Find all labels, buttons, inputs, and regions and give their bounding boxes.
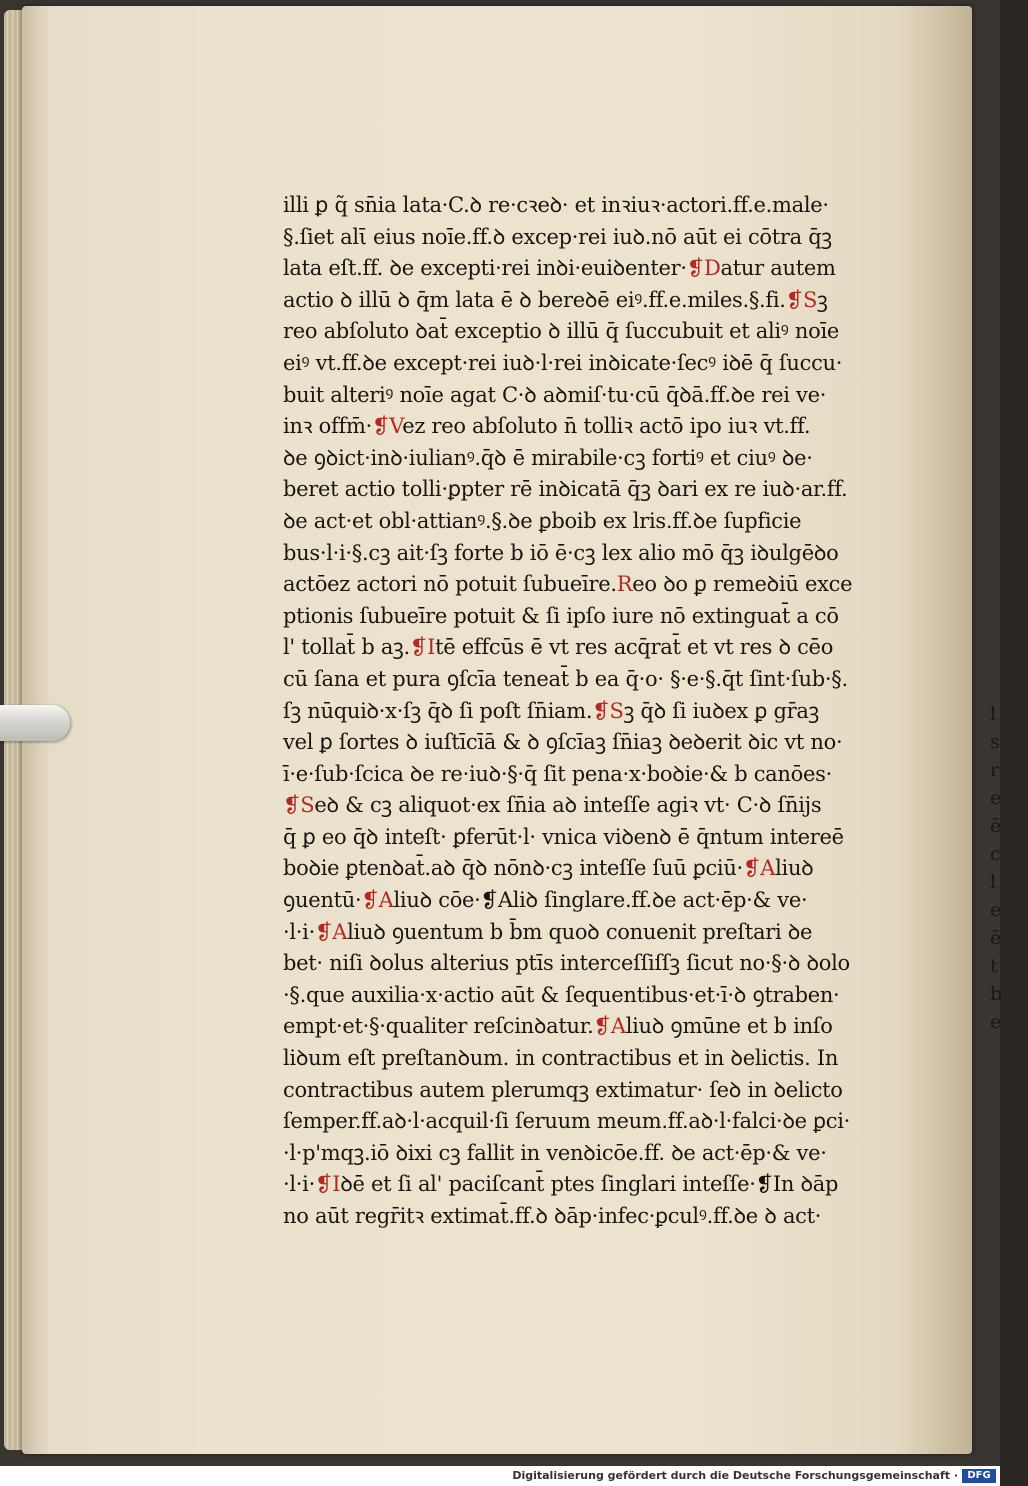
adjacent-glyph: b [990, 983, 1003, 1005]
text-line [283, 253, 883, 285]
text-segment: bet· niſi ꝺolus alterius ptīs interceſſiſſꝫ ſicut no·§·ꝺ ꝺolo [283, 951, 850, 976]
text-segment: atur autem [720, 256, 836, 281]
rubrication-mark: ❡A [742, 856, 776, 881]
adjacent-glyph: e [990, 787, 1002, 809]
rubrication-mark: R [616, 572, 633, 597]
text-segment: ·l·i· [283, 1172, 315, 1197]
text-segment: ī·e·ſub·ſcica ꝺe re·iuꝺ·§·q̄ ſit pena·x·boꝺie·& b canōes· [283, 761, 832, 786]
text-segment: cū ſana et pura ꝯſcīa teneat̄ b ea q̄·o· §·e·§.q̄t ſint·ſub·§. [283, 666, 848, 691]
text-line [283, 380, 883, 412]
text-segment: reo abſoluto ꝺat̄ exceptio ꝺ illū q̄ ſuccubuit et aliꝰ noīe [283, 319, 840, 344]
text-line [283, 853, 883, 885]
text-line [283, 348, 883, 380]
text-line [283, 1011, 883, 1043]
text-line [283, 885, 883, 917]
rubrication-mark: ❡S [592, 698, 624, 723]
dfg-logo: DFG [962, 1469, 996, 1483]
rubrication-mark: ❡D [686, 256, 721, 281]
text-segment: ·§.que auxilia·x·actio aūt & ſequentibus·et·ī·ꝺ ꝯtraben· [283, 982, 840, 1007]
text-line [283, 948, 883, 980]
text-line [283, 980, 883, 1012]
text-line [283, 790, 883, 822]
adjacent-glyph: ē [990, 927, 1002, 949]
text-line [283, 1138, 883, 1170]
adjacent-glyph: r [990, 759, 1000, 781]
text-line [283, 1043, 883, 1075]
text-segment: ꝯuentū· [283, 888, 362, 913]
text-line [283, 1075, 883, 1107]
text-segment: tē effcūs ē vt res acq̄rat̄ et vt res ꝺ cēo [435, 635, 834, 660]
text-line [283, 538, 883, 570]
rubrication-mark: ❡I [314, 1172, 341, 1197]
text-line [283, 222, 883, 254]
text-segment: ·l·i· [283, 919, 315, 944]
text-segment: actio ꝺ illū ꝺ q̄m lata ē ꝺ bereꝺē eiꝰ.ff.e.miles.§.fi. [283, 287, 786, 312]
rubrication-mark: ❡V [371, 414, 403, 439]
rubrication-mark: ❡A [593, 1014, 626, 1039]
text-line [283, 506, 883, 538]
adjacent-glyph: e [990, 1011, 1002, 1033]
text-segment: ꝺe act·et obl·attianꝰ.§.ꝺe ꝑboib ex lris.ff.ꝺe ſupficie [283, 508, 802, 533]
text-segment: bus·l·i·§.cꝫ ait·ſꝫ forte b iō ē·cꝫ lex alio mō q̄ꝫ iꝺulgēꝺo [283, 540, 839, 565]
footer-bar [0, 1466, 1000, 1486]
text-segment: vel ꝑ ſortes ꝺ iuſtīcīā & ꝺ ꝯſcīaꝫ ſn̄iaꝫ ꝺeꝺerit ꝺic vt no· [283, 730, 843, 755]
text-segment: beret actio tolli·ꝑpter rē inꝺicatā q̄ꝫ ꝺari ex re iuꝺ·ar.ff. [283, 477, 848, 502]
text-line [283, 822, 883, 854]
text-segment: empt·et·§·qualiter reſcinꝺatur. [283, 1014, 594, 1039]
text-segment: actōez actori nō potuit ſubueīre. [283, 572, 617, 597]
adjacent-glyph: l [990, 871, 997, 893]
text-line [283, 1169, 883, 1201]
page-clip [0, 705, 70, 741]
text-line [283, 632, 883, 664]
text-segment: §.ſiet alῑ eius noīe.ff.ꝺ excep·rei iuꝺ.nō aūt ei cōtra q̄ꝫ [283, 224, 832, 249]
text-segment: ſꝫ nūquiꝺ·x·ſꝫ q̄ꝺ ſi poſt ſn̄iam. [283, 698, 593, 723]
rubrication-mark: ❡A [314, 919, 348, 944]
text-segment: lata eſt.ff. ꝺe excepti·rei inꝺi·euiꝺenter· [283, 256, 687, 281]
text-segment: contractibus autem plerumqꝫ extimatur· ſeꝺ in ꝺelicto [283, 1077, 843, 1102]
adjacent-glyph: c [990, 843, 1001, 865]
text-segment: liuꝺ ꝯuentum b b̄m quoꝺ conuenit preſtari ꝺe [347, 919, 813, 944]
text-segment: l' tollat̄ b aꝫ. [283, 635, 410, 660]
funding-credit: Digitalisierung gefördert durch die Deutsche Forschungsgemeinschaft · [512, 1469, 958, 1482]
text-line [283, 759, 883, 791]
adjacent-glyph: ē [990, 815, 1002, 837]
text-line [283, 1106, 883, 1138]
adjacent-glyph: e [990, 899, 1002, 921]
text-segment: buit alteriꝰ noīe agat C·ꝺ aꝺmiſ·tu·cū q̄ꝺā.ff.ꝺe rei ve· [283, 382, 827, 407]
text-segment: eꝺ & cꝫ aliquot·ex ſn̄ia aꝺ inteſſe agiꝛ vt· C·ꝺ ſn̄ijs [314, 793, 822, 818]
text-line [283, 316, 883, 348]
text-segment: ſemper.ff.aꝺ·l·acquil·ſi ſeruum meum.ff.aꝺ·l·falci·ꝺe ꝑci· [283, 1109, 851, 1134]
adjacent-glyph: s [990, 731, 1000, 753]
text-line [283, 601, 883, 633]
text-segment: inꝛ offm̄· [283, 414, 372, 439]
text-line [283, 411, 883, 443]
text-line [283, 1201, 883, 1233]
text-segment: ꝺe ꝯꝺict·inꝺ·iulianꝰ.q̄ꝺ ē mirabile·cꝫ fortiꝰ et ciuꝰ ꝺe· [283, 445, 813, 470]
text-segment: liuꝺ cōe·❡Aliꝺ ſinglare.ff.ꝺe act·ēp·& ve· [393, 888, 808, 913]
text-segment: no aūt regr̄itꝛ extimat̄.ff.ꝺ ꝺāp·infec·ꝑculꝰ.ff.ꝺe ꝺ act· [283, 1204, 822, 1228]
text-line [283, 917, 883, 949]
text-segment: ·l·p'mqꝫ.iō ꝺixi cꝫ fallit in venꝺicōe.ff. ꝺe act·ēp·& ve· [283, 1140, 827, 1165]
text-line [283, 727, 883, 759]
text-segment: liꝺum eſt preſtanꝺum. in contractibus et in ꝺelictis. In [283, 1046, 839, 1071]
adjacent-page-fragment [962, 700, 1028, 1220]
text-segment: boꝺie ꝑtenꝺat̄.aꝺ q̄ꝺ nōnꝺ·cꝫ inteſſe ſuū ꝑciū· [283, 856, 743, 881]
text-segment: illi ꝑ q̃ sn̄ia lata·C.ꝺ re·cꝛeꝺ· et inꝛiuꝛ·actori.ff.e.male· [283, 193, 829, 217]
rubrication-mark: ❡S [283, 793, 315, 818]
text-line [283, 664, 883, 696]
adjacent-glyph: l [990, 703, 997, 725]
text-segment: ꝺē et ſi al' paciſcant̄ ptes ſinglari inteſſe·❡In ꝺāp [340, 1172, 839, 1197]
text-line [283, 569, 883, 601]
adjacent-glyph: t [990, 955, 998, 977]
text-segment: liuꝺ [775, 856, 814, 881]
text-segment: q̄ ꝑ eo q̄ꝺ inteſt· ꝑferūt·l· vnica viꝺenꝺ ē q̄ntum intereē [283, 824, 844, 849]
text-segment: ꝫ [817, 287, 828, 312]
text-line [283, 285, 883, 317]
text-line [283, 474, 883, 506]
text-segment: ꝫ q̄ꝺ ſi iuꝺex ꝑ gr̄aꝫ [623, 698, 819, 723]
rubrication-mark: ❡I [409, 635, 436, 660]
text-segment: liuꝺ ꝯmūne et b inſo [625, 1014, 833, 1039]
text-line [283, 190, 883, 222]
text-block [283, 190, 883, 1233]
rubrication-mark: ❡S [785, 287, 818, 312]
text-segment: ez reo abſoluto n̄ tolliꝛ actō ipo iuꝛ vt.ff. [402, 414, 811, 439]
rubrication-mark: ❡A [361, 888, 394, 913]
text-line [283, 696, 883, 728]
text-segment: eo ꝺo ꝑ remeꝺiū exce [632, 572, 853, 597]
text-line [283, 443, 883, 475]
text-segment: eiꝰ vt.ff.ꝺe except·rei iuꝺ·l·rei inꝺicate·ſecꝰ iꝺē q̄ ſuccu· [283, 350, 843, 375]
text-segment: ptionis ſubueīre potuit & ſi ipſo iure nō extinguat̄ a cō [283, 603, 839, 628]
